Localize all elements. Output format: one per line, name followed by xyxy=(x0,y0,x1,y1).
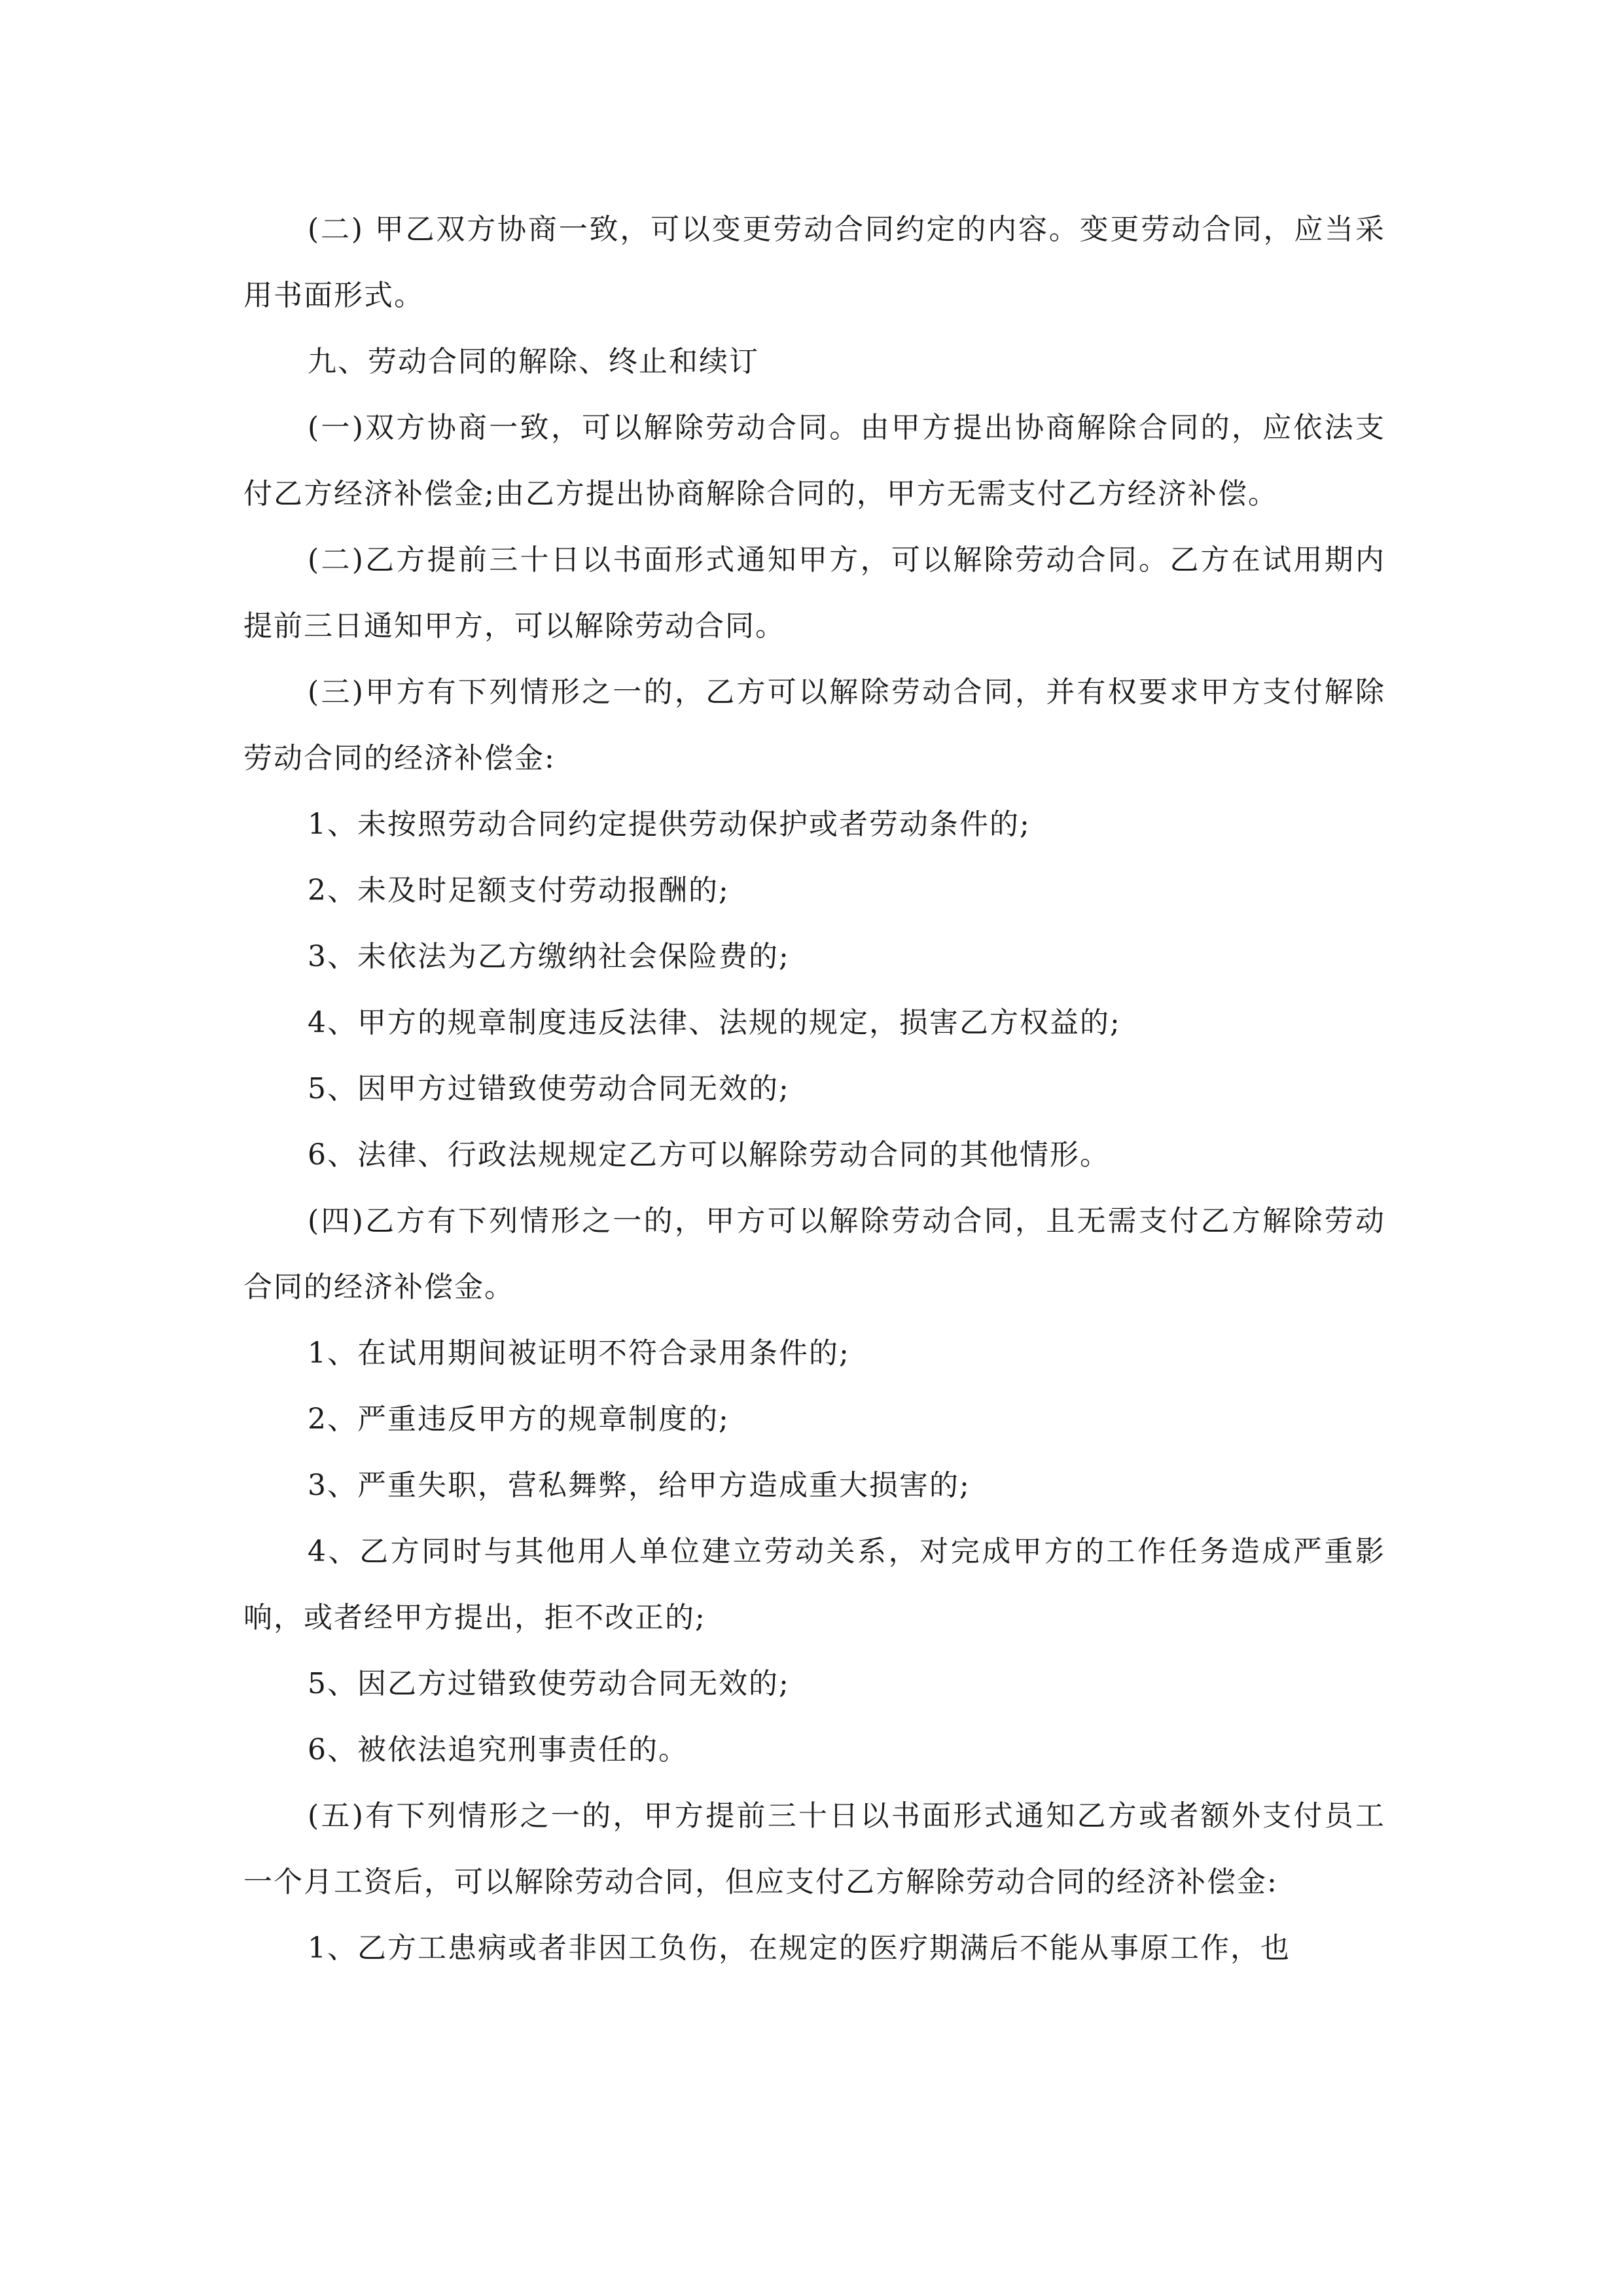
paragraph-employer-notice-termination: (五)有下列情形之一的，甲方提前三十日以书面形式通知乙方或者额外支付员工一个月工资后，可以解除劳动合同，但应支付乙方解除劳动合同的经济补偿金: xyxy=(243,1799,1385,1899)
paragraph-modify-contract: (二) 甲乙双方协商一致，可以变更劳动合同约定的内容。变更劳动合同，应当采用书面形式。 xyxy=(243,213,1385,312)
document-body xyxy=(243,196,1385,1981)
section-heading-termination: 九、劳动合同的解除、终止和续订 xyxy=(308,345,759,378)
list-item: 2、严重违反甲方的规章制度的; xyxy=(308,1403,730,1436)
list-item: 1、在试用期间被证明不符合录用条件的; xyxy=(308,1336,850,1370)
paragraph-employee-notice: (二)乙方提前三十日以书面形式通知甲方，可以解除劳动合同。乙方在试用期内提前三日通知甲方，可以解除劳动合同。 xyxy=(243,543,1385,643)
list-item: 6、被依法追究刑事责任的。 xyxy=(308,1733,688,1767)
list-item: 3、严重失职，营私舞弊，给甲方造成重大损害的; xyxy=(308,1469,971,1502)
paragraph-mutual-termination: (一)双方协商一致，可以解除劳动合同。由甲方提出协商解除合同的，应依法支付乙方经济补偿金;由乙方提出协商解除合同的，甲方无需支付乙方经济补偿。 xyxy=(243,411,1385,511)
list-item: 5、因乙方过错致使劳动合同无效的; xyxy=(308,1667,790,1700)
list-item: 1、乙方工患病或者非因工负伤，在规定的医疗期满后不能从事原工作，也 xyxy=(308,1931,1291,1965)
list-item: 4、乙方同时与其他用人单位建立劳动关系，对完成甲方的工作任务造成严重影响，或者经甲方提出，拒不改正的; xyxy=(243,1535,1385,1634)
list-item: 6、法律、行政法规规定乙方可以解除劳动合同的其他情形。 xyxy=(308,1138,1110,1172)
list-item: 4、甲方的规章制度违反法律、法规的规定，损害乙方权益的; xyxy=(308,1006,1121,1039)
list-item: 5、因甲方过错致使劳动合同无效的; xyxy=(308,1072,790,1105)
paragraph-employee-may-terminate: (三)甲方有下列情形之一的，乙方可以解除劳动合同，并有权要求甲方支付解除劳动合同的经济补偿金: xyxy=(243,675,1385,775)
list-item: 3、未依法为乙方缴纳社会保险费的; xyxy=(308,940,790,973)
list-item: 1、未按照劳动合同约定提供劳动保护或者劳动条件的; xyxy=(308,808,1031,841)
paragraph-employer-may-terminate: (四)乙方有下列情形之一的，甲方可以解除劳动合同，且无需支付乙方解除劳动合同的经济补偿金。 xyxy=(243,1204,1385,1304)
list-item: 2、未及时足额支付劳动报酬的; xyxy=(308,874,730,907)
